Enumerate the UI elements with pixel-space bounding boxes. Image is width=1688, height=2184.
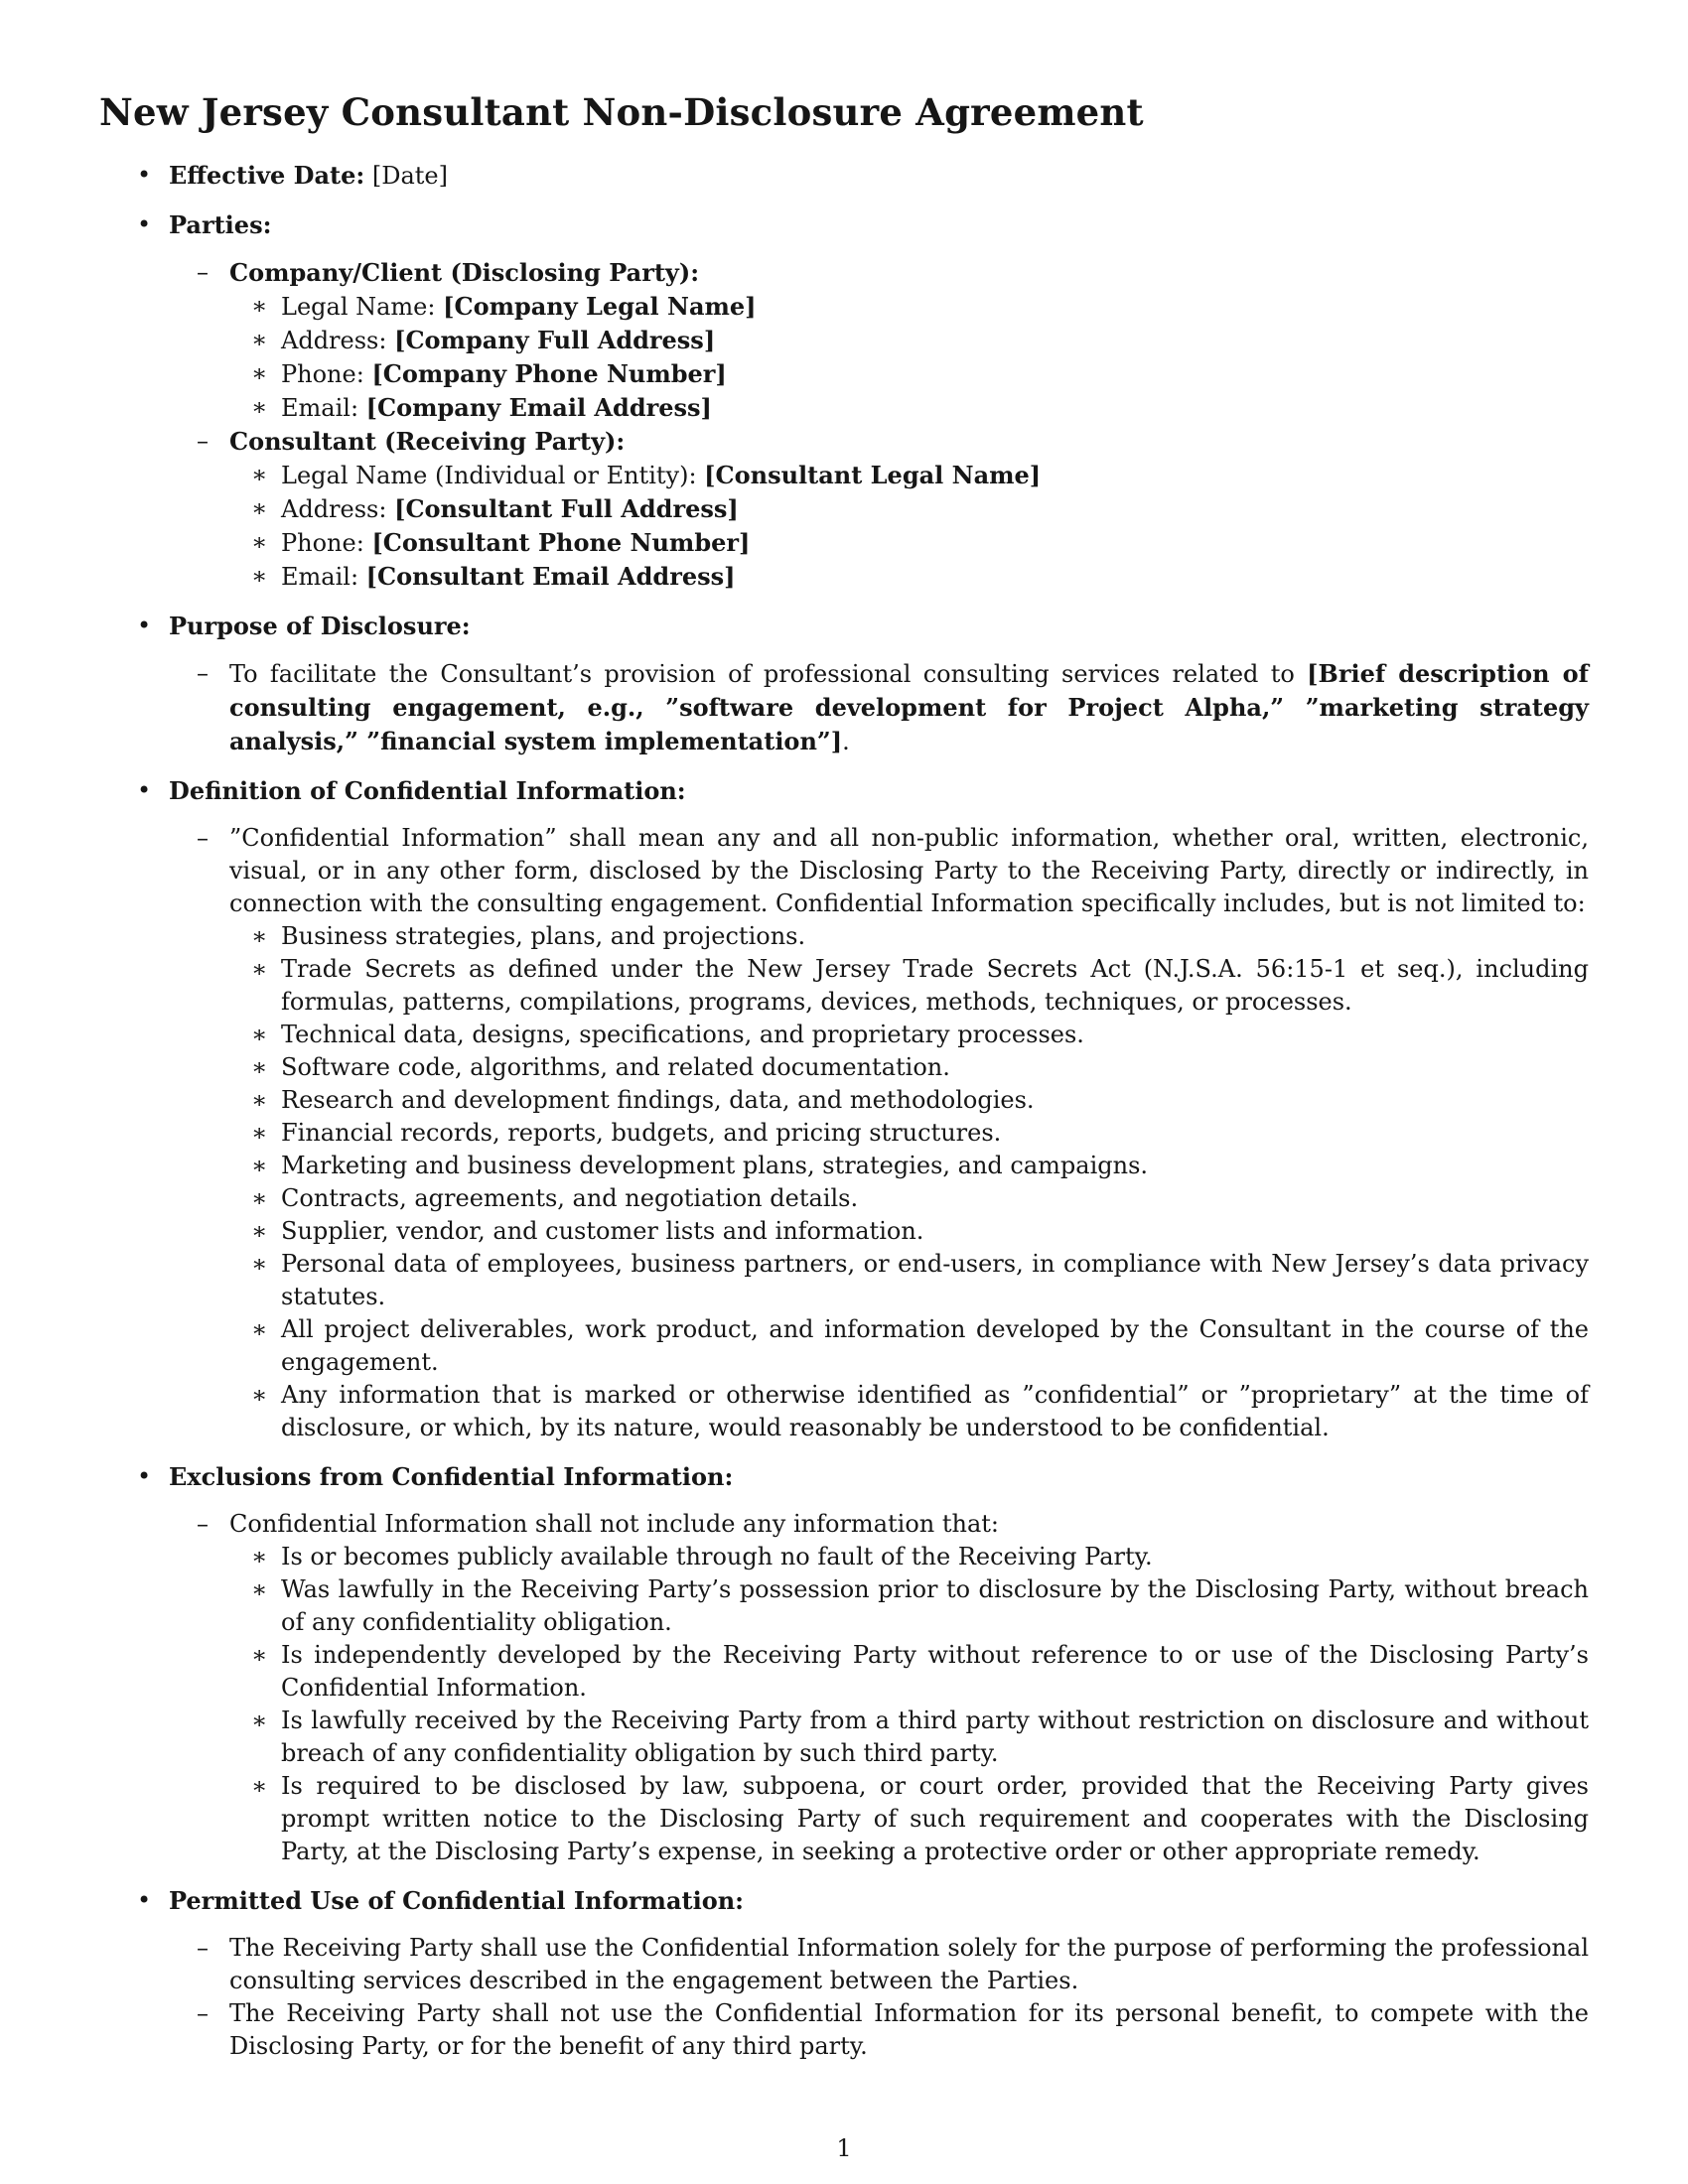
purpose-text: – To facilitate the Consultant’s provision of professional consulting services related to [Brief description of consulting engagement, e.g., ”software development for Project Alpha,” ”marketing strategy analysis,” ”financial system implementation”].: [169, 657, 1589, 758]
definition-section: [99, 774, 1589, 1444]
list-item: ∗ All project deliverables, work product, and information developed by the Consultant in the course of the engagement.: [229, 1313, 1589, 1379]
purpose-heading: Purpose of Disclosure:: [169, 612, 471, 640]
effective-date-value: [Date]: [371, 162, 448, 190]
list-item: ∗ Supplier, vendor, and customer lists and information.: [229, 1215, 1589, 1248]
company-field: ∗ Address: [Company Full Address]: [229, 324, 1589, 357]
list-item: ∗ Software code, algorithms, and related documentation.: [229, 1051, 1589, 1084]
permitted-use-heading: Permitted Use of Confidential Information:: [169, 1886, 745, 1915]
exclusions-heading: Exclusions from Confidential Information:: [169, 1462, 734, 1491]
list-item: ∗ Marketing and business development plans, strategies, and campaigns.: [229, 1150, 1589, 1182]
parties-heading: Parties:: [169, 210, 272, 239]
company-heading: Company/Client (Disclosing Party):: [229, 258, 700, 287]
consultant-field: ∗ Phone: [Consultant Phone Number]: [229, 526, 1589, 560]
list-item: ∗ Personal data of employees, business partners, or end-users, in compliance with New Jersey’s data privacy statutes.: [229, 1248, 1589, 1313]
page-number: 1: [836, 2134, 852, 2162]
document-title: New Jersey Consultant Non-Disclosure Agreement: [99, 90, 1144, 134]
company-field: ∗ Email: [Company Email Address]: [229, 391, 1589, 425]
list-item: ∗ Trade Secrets as defined under the New Jersey Trade Secrets Act (N.J.S.A. 56:15-1 et seq.), including formulas, patterns, compilations, programs, devices, methods, techniques, or processes.: [229, 953, 1589, 1019]
definition-heading: Definition of Confidential Information:: [169, 776, 686, 805]
permitted-use-item: – The Receiving Party shall use the Confidential Information solely for the purpose of performing the professional consulting services described in the engagement between the Parties.: [169, 1932, 1589, 1997]
company-field: ∗ Legal Name: [Company Legal Name]: [229, 290, 1589, 324]
list-item: ∗ Financial records, reports, budgets, and pricing structures.: [229, 1117, 1589, 1150]
purpose-placeholder: [Brief description of consulting engagement, e.g., ”software development for Project Alpha,” ”marketing strategy analysis,” ”financial system implementation”]: [229, 659, 1590, 755]
list-item: ∗ Is or becomes publicly available through no fault of the Receiving Party.: [229, 1541, 1589, 1573]
company-field: ∗ Phone: [Company Phone Number]: [229, 357, 1589, 391]
list-item: ∗ Is required to be disclosed by law, subpoena, or court order, provided that the Receiving Party gives prompt written notice to the Disclosing Party of such requirement and cooperates with the Disclosing Party, at the Disclosing Party’s expense, in seeking a protective order or other appropriate remedy.: [229, 1770, 1589, 1868]
exclusions-section: [99, 1460, 1589, 1868]
list-item: ∗ Was lawfully in the Receiving Party’s possession prior to disclosure by the Disclosing Party, without breach of any confidentiality obligation.: [229, 1573, 1589, 1639]
consultant-heading: Consultant (Receiving Party):: [229, 427, 626, 456]
effective-date-label: Effective Date:: [169, 161, 365, 190]
list-item: ∗ Business strategies, plans, and projections.: [229, 920, 1589, 953]
permitted-use-section: [99, 1884, 1589, 2063]
list-item: ∗ Research and development findings, data, and methodologies.: [229, 1084, 1589, 1117]
document-page: [99, 87, 1589, 2079]
consultant-party: [169, 425, 1589, 594]
definition-body: [169, 822, 1589, 1444]
exclusions-body: [169, 1508, 1589, 1868]
consultant-field: ∗ Email: [Consultant Email Address]: [229, 560, 1589, 594]
consultant-field: ∗ Legal Name (Individual or Entity): [Consultant Legal Name]: [229, 459, 1589, 492]
purpose-section: [99, 610, 1589, 758]
list-item: ∗ Contracts, agreements, and negotiation details.: [229, 1182, 1589, 1215]
company-party: [169, 256, 1589, 425]
list-item: ∗ Technical data, designs, specifications, and proprietary processes.: [229, 1019, 1589, 1051]
parties-section: [99, 208, 1589, 594]
list-item: ∗ Is independently developed by the Receiving Party without reference to or use of the Disclosing Party’s Confidential Information.: [229, 1639, 1589, 1705]
list-item: ∗ Any information that is marked or otherwise identified as ”confidential” or ”proprietary” at the time of disclosure, or which, by its nature, would reasonably be understood to be confidential.: [229, 1379, 1589, 1444]
definition-intro: – ”Confidential Information” shall mean any and all non-public information, whether oral, written, electronic, visual, or in any other form, disclosed by the Disclosing Party to the Receiving Party, directly or indirectly, in connection with the consulting engagement. Confidential Information specifically includes, but is not limited to:: [229, 824, 1589, 917]
permitted-use-item: – The Receiving Party shall not use the Confidential Information for its personal benefit, to compete with the Disclosing Party, or for the benefit of any third party.: [169, 1997, 1589, 2063]
effective-date-section: [99, 159, 1589, 193]
exclusions-intro: – Confidential Information shall not include any information that:: [229, 1510, 999, 1538]
section-list: [99, 159, 1589, 2063]
list-item: ∗ Is lawfully received by the Receiving Party from a third party without restriction on disclosure and without breach of any confidentiality obligation by such third party.: [229, 1705, 1589, 1770]
consultant-field: ∗ Address: [Consultant Full Address]: [229, 492, 1589, 526]
